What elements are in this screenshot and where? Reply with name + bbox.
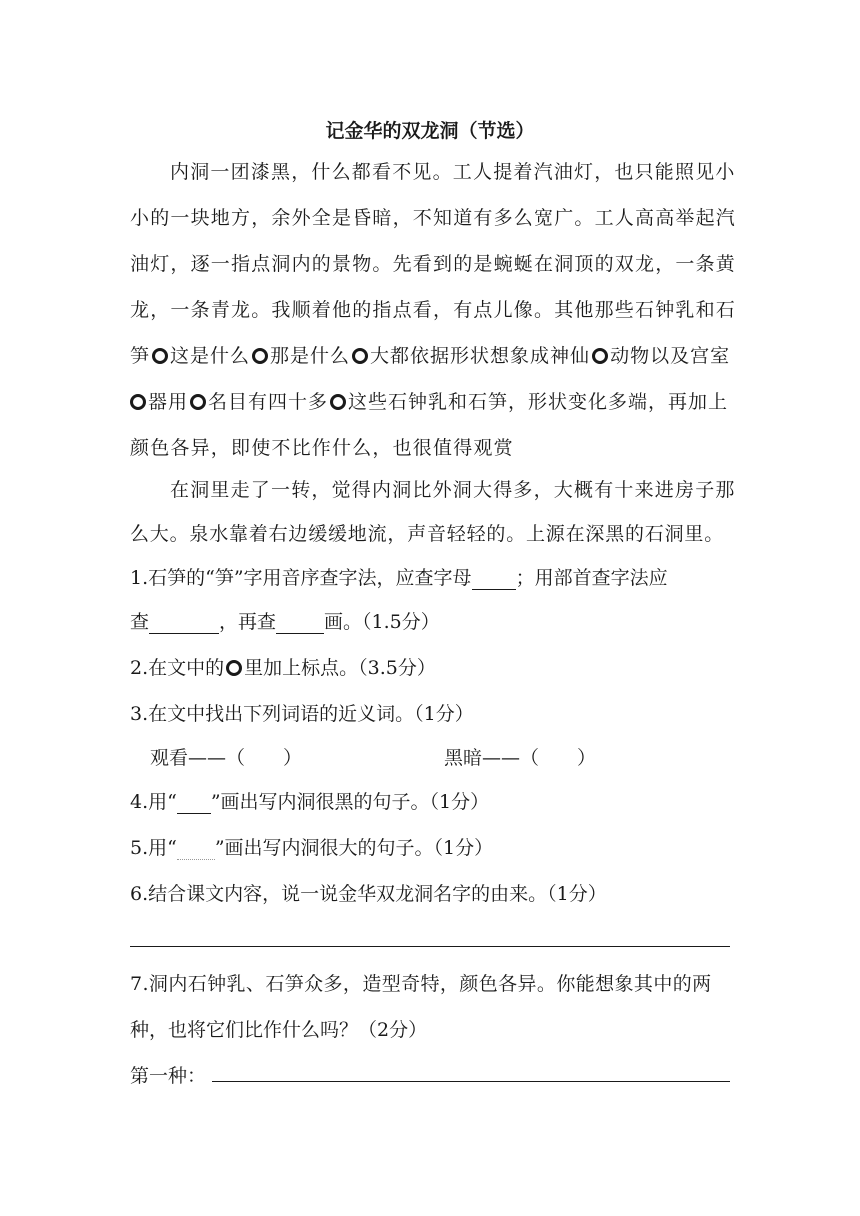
- punctuation-blank-circle[interactable]: [592, 348, 608, 364]
- passage-line: 么大。泉水靠着右边缓缓地流，声音轻轻的。上源在深黑的石洞里。: [130, 523, 725, 545]
- question-text: ”画出写内洞很黑的句子。（1分）: [210, 791, 490, 813]
- question-text: 1.石笋的“笋”字用音序查字法，应查字母: [130, 567, 472, 589]
- passage-text: 内洞一团漆黑，什么都看不见。工人提着汽油灯，也只能照见小: [170, 161, 736, 183]
- page-title: 记金华的双龙洞（节选）: [325, 120, 535, 142]
- punctuation-blank-circle[interactable]: [130, 394, 146, 410]
- question-1: [130, 566, 730, 590]
- question-text: ，再查: [219, 611, 277, 633]
- punctuation-blank-circle[interactable]: [352, 348, 368, 364]
- passage-line: 龙，一条青龙。我顺着他的指点看，有点儿像。其他那些石钟乳和石: [130, 299, 737, 321]
- passage-text: 这是什么: [170, 345, 251, 367]
- question-text: 里加上标点。（3.5分）: [244, 657, 436, 679]
- punctuation-blank-circle[interactable]: [152, 348, 168, 364]
- punctuation-blank-circle[interactable]: [190, 394, 206, 410]
- question-5: [130, 836, 730, 860]
- passage-text: 大都依据形状想象成神仙: [370, 345, 591, 367]
- answer-blank[interactable]: [149, 615, 219, 634]
- passage-line: [130, 344, 730, 368]
- question-text: ；用部首查字法应: [515, 567, 668, 589]
- passage-text: 这些石钟乳和石笋，形状变化多端，再加上: [348, 391, 729, 413]
- passage-text: 在洞里走了一转，觉得内洞比外洞大得多，大概有十来进房子那: [170, 479, 736, 501]
- question-text: 4.用“: [130, 791, 177, 813]
- question-3-word-1[interactable]: 观看——（ ）: [150, 747, 303, 769]
- straight-line-sample: [177, 795, 211, 814]
- question-4: [130, 790, 730, 814]
- circle-symbol-icon: [226, 660, 242, 676]
- passage-line: 颜色各异，即使不比作什么，也很值得观赏: [130, 437, 514, 459]
- passage-line: 油灯，逐一指点洞内的景物。先看到的是蜿蜒在洞顶的双龙，一条黄: [130, 253, 737, 275]
- passage-text: 那是什么: [270, 345, 351, 367]
- question-2: [130, 656, 730, 680]
- question-7-first-label: 第一种：: [130, 1065, 207, 1087]
- question-text: ”画出写内洞很大的句子。（1分）: [214, 837, 494, 859]
- passage-line: [130, 390, 730, 414]
- question-7: 7.洞内石钟乳、石笋众多，造型奇特，颜色各异。你能想象其中的两: [130, 973, 712, 995]
- answer-line[interactable]: [130, 946, 730, 947]
- answer-blank[interactable]: [276, 615, 324, 634]
- passage-text: 名目有四十多: [208, 391, 329, 413]
- passage-text: 器用: [148, 391, 189, 413]
- question-6: 6.结合课文内容，说一说金华双龙洞名字的由来。（1分）: [130, 883, 607, 905]
- wavy-line-sample: [177, 841, 215, 860]
- question-3: 3.在文中找出下列词语的近义词。（1分）: [130, 703, 474, 725]
- question-3-word-2[interactable]: 黑暗——（ ）: [444, 747, 597, 769]
- passage-line: [130, 160, 736, 184]
- punctuation-blank-circle[interactable]: [330, 394, 346, 410]
- answer-blank[interactable]: [472, 571, 516, 590]
- passage-line: [130, 478, 736, 502]
- punctuation-blank-circle[interactable]: [252, 348, 268, 364]
- answer-line[interactable]: [212, 1081, 730, 1082]
- passage-text: 笋: [130, 345, 151, 367]
- question-text: 画。（1.5分）: [324, 611, 440, 633]
- question-text: 2.在文中的: [130, 657, 225, 679]
- question-1-cont: [130, 610, 730, 634]
- passage-text: 动物以及宫室: [610, 345, 731, 367]
- passage-line: 小的一块地方，余外全是昏暗，不知道有多么宽广。工人高高举起汽: [130, 207, 737, 229]
- question-text: 5.用“: [130, 837, 177, 859]
- question-7-cont: 种，也将它们比作什么吗？（2分）: [130, 1019, 428, 1041]
- question-text: 查: [130, 611, 150, 633]
